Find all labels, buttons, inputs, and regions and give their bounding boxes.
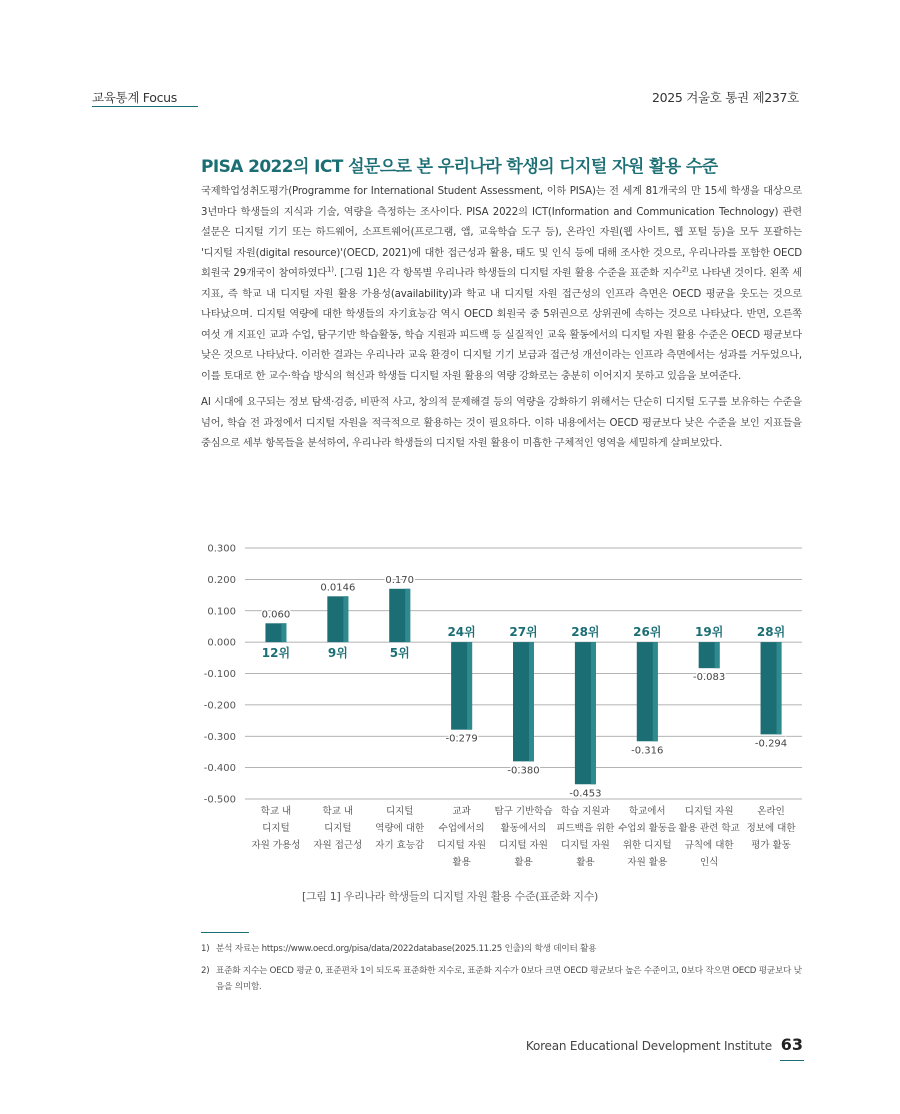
data-label: 0.060 (261, 609, 291, 621)
x-tick-label: 활동에서의 (500, 823, 547, 834)
x-tick-label: 디지털 자원 (560, 840, 610, 851)
bar-facet (281, 623, 286, 642)
rank-label: 27위 (509, 625, 538, 640)
data-label: -0.294 (754, 738, 788, 750)
x-tick-label: 디지털 자원 (437, 840, 487, 851)
y-tick-label: -0.300 (203, 731, 236, 743)
x-tick-label: 디지털 (262, 823, 290, 834)
header-issue: 2025 겨울호 통권 제237호 (651, 90, 799, 105)
data-label: -0.279 (445, 733, 478, 745)
x-tick-label: 학교 내 (322, 806, 354, 817)
x-tick-label: 평가 활동 (751, 840, 791, 851)
x-tick-label: 디지털 자원 (684, 806, 734, 817)
rank-label: 28위 (571, 625, 600, 640)
paragraph-1-part-c: 로 나타낸 것이다. 왼쪽 세 지표, 즉 학교 내 디지털 자원 활용 가용성(availability)과 학교 내 디지털 자원 접근성의 인프라 측면은 OECD 평균을 웃도는 것으로 나타났으며. 디지털 역량에 대한 학생들의 자기효능감 역시 OECD 회원국 중 5위권으로 상위권에 속하는 것으로 나타났다. 반면, 오른쪽 여섯 개 지표인 교과 수업, 탐구기반 학습활동, 학습 지원과 피드백 등 실질적인 교육 활동에서의 디지털 자원 활용 수준은 OECD 평균보다 낮은 것으로 나타났다. 이러한 결과는 우리나라 교육 환경이 디지털 기기 보급과 접근성 개선이라는 인프라 측면에서는 성과를 거두었으나, 이를 토대로 한 교수·학습 방식의 혁신과 학생들 디지털 자원 활용의 역량 강화로는 충분히 이어지지 못하고 있음을 보여준다. (201, 268, 802, 382)
data-label: 0.170 (385, 574, 415, 586)
page-number-rule (780, 1060, 804, 1061)
figure-caption: [그림 1] 우리나라 학생들의 디지털 자원 활용 수준(표준화 지수) (301, 890, 599, 903)
x-tick-label: 자원 활용 (627, 857, 668, 868)
data-label: -0.316 (631, 745, 664, 757)
bar-facet (653, 642, 658, 741)
x-tick-label: 피드백을 위한 (556, 823, 615, 834)
footnote-1-text: 분석 자료는 https://www.oecd.org/pisa/data/2022database(2025.11.25 인출)의 학생 데이터 활용 (216, 944, 597, 954)
page-number: 63 (780, 1035, 803, 1054)
x-tick-label: 온라인 (757, 806, 785, 817)
x-tick-label: 활용 (514, 857, 533, 868)
rank-label: 24위 (447, 625, 476, 640)
paragraph-2: AI 시대에 요구되는 정보 탐색·검증, 비판적 사고, 창의적 문제해결 등의 역량을 강화하기 위해서는 단순히 디지털 도구를 보유하는 수준을 넘어, 학습 전 과정에서 디지털 자원을 적극적으로 활용하는 것이 필요하다. 이하 내용에서는 OECD 평균보다 낮은 수준을 보인 지표들을 중심으로 세부 항목들을 분석하여, 우리나라 학생들의 디지털 자원 활용이 미흡한 구체적인 영역을 세밀하게 살펴보았다. (201, 397, 802, 449)
paragraph-1-part-b: . [그림 1]은 각 항목별 우리나라 학생들의 디지털 자원 활용 수준을 표준화 지수 (333, 268, 682, 279)
y-tick-label: -0.400 (203, 763, 236, 775)
bar-facet (343, 596, 348, 642)
y-tick-label: 0.200 (207, 574, 236, 586)
x-tick-label: 규칙에 대한 (684, 840, 734, 851)
footnote-1-number: 1) (201, 944, 210, 954)
y-tick-label: -0.200 (203, 700, 236, 712)
bar-facet (405, 589, 410, 642)
paragraph-1 (201, 182, 802, 387)
footnote-1 (201, 941, 807, 957)
data-label: -0.380 (507, 765, 540, 777)
x-tick-label: 활용 (452, 857, 471, 868)
rank-label: 9위 (327, 646, 348, 661)
x-tick-label: 정보에 대한 (746, 823, 796, 834)
bar-facet (467, 642, 472, 730)
bar-facet (715, 642, 720, 668)
x-tick-label: 탐구 기반학습 (494, 806, 553, 817)
x-tick-label: 디지털 (324, 823, 352, 834)
x-tick-label: 활용 (576, 857, 595, 868)
header-section-title: 교육통계 Focus (92, 90, 177, 105)
paragraph-1-part-a: 국제학업성취도평가(Programme for International Student Assessment, 이하 PISA)는 전 세계 81개국의 만 15세 학생을 대상으로 3년마다 학생들의 지식과 기술, 역량을 측정하는 조사이다. PISA 2022의 ICT(Information and Communication Technology) 관련 설문은 디지털 기기 또는 하드웨어, 소프트웨어(프로그램, 앱, 교육학습 도구 등), 온라인 자원(웹 사이트, 웹 포털 등)을 모두 포괄하는 '디지털 자원(digital resource)'(OECD, 2021)에 대한 접근성과 활용, 태도 및 인식 등에 대해 조사한 것으로, 우리나라를 포함한 OECD 회원국 29개국이 참여하였다 (201, 186, 802, 279)
x-tick-label: 교과 (452, 806, 471, 817)
y-tick-label: 0.300 (207, 543, 236, 555)
x-tick-label: 디지털 자원 (499, 840, 548, 851)
footnote-rule (201, 932, 249, 933)
y-tick-label: -0.100 (203, 669, 236, 680)
x-tick-label: 활용 관련 학교 (678, 823, 740, 834)
bar-facet (777, 642, 782, 734)
rank-label: 26위 (633, 625, 662, 640)
bar-facet (591, 642, 596, 784)
x-tick-label: 디지털 (385, 806, 414, 817)
y-tick-label: 0.100 (207, 606, 236, 618)
bar-facet (529, 642, 534, 761)
footnote-ref-2: 2) (681, 265, 689, 274)
x-tick-label: 자기 효능감 (375, 840, 425, 851)
footnote-2-text: 표준화 지수는 OECD 평균 0, 표준편차 1이 되도록 표준화한 지수로, 표준화 지수가 0보다 크면 OECD 평균보다 높은 수준이고, 0보다 작으면 OECD 평균보다 낮음을 의미함. (216, 966, 802, 992)
footnote-2 (201, 963, 807, 995)
data-label: 0.0146 (320, 582, 356, 594)
rank-label: 12위 (261, 646, 291, 661)
y-tick-label: 0.000 (207, 637, 236, 649)
y-tick-label: -0.500 (203, 794, 236, 806)
data-label: -0.453 (569, 788, 602, 800)
x-tick-label: 학교에서 (628, 806, 666, 817)
footer-institute: Korean Educational Development Institute (525, 1039, 772, 1053)
footnote-2-number: 2) (201, 966, 210, 976)
rank-label: 5위 (389, 646, 410, 661)
x-tick-label: 위한 디지털 (622, 840, 672, 851)
bar-chart (200, 538, 810, 878)
x-tick-label: 학습 지원과 (560, 806, 610, 817)
rank-label: 28위 (756, 625, 786, 640)
x-tick-label: 자원 접근성 (313, 840, 363, 851)
x-tick-label: 자원 가용성 (251, 840, 301, 851)
x-tick-label: 수업외 활동을 (618, 823, 677, 834)
header-rule (92, 106, 198, 107)
x-tick-label: 수업에서의 (438, 823, 485, 834)
article-title: PISA 2022의 ICT 설문으로 본 우리나라 학생의 디지털 자원 활용 수준 (201, 157, 718, 177)
x-tick-label: 인식 (699, 857, 719, 868)
x-tick-label: 학교 내 (260, 806, 292, 817)
x-tick-label: 역량에 대한 (375, 823, 425, 834)
rank-label: 19위 (695, 625, 724, 640)
data-label: -0.083 (693, 672, 726, 684)
article-body (201, 182, 802, 455)
footnote-ref-1: 1) (326, 265, 334, 274)
